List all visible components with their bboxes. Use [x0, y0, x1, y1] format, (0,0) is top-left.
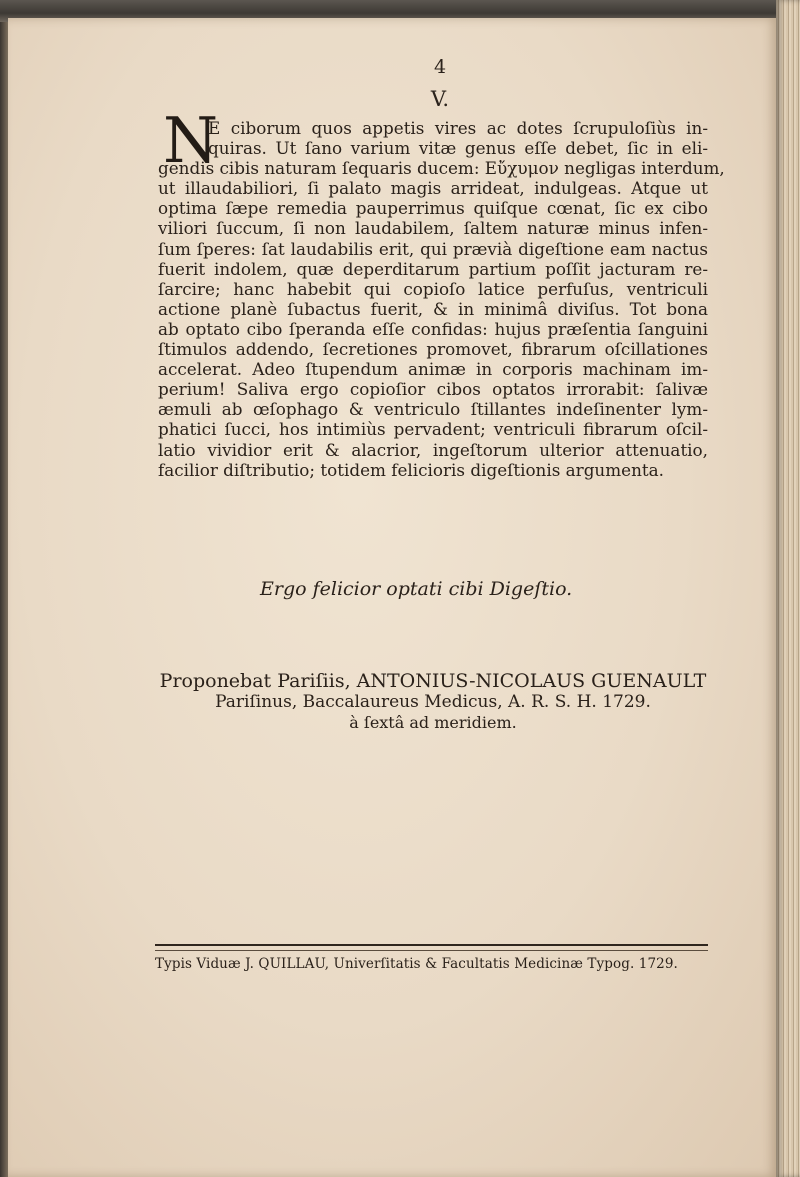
text-line: ut illaudabiliori, ſi palato magis arrideat, indulgeas. Atque ut — [158, 178, 708, 199]
conclusion-thesis: Ergo felicior optati cibi Digeſtio. — [260, 578, 573, 600]
footer-rule-thin — [155, 950, 708, 951]
text-line: ſtimulos addendo, ſecretiones promovet, fibrarum oſcillationes — [158, 339, 708, 360]
text-line: quiras. Ut ſano varium vitæ genus eſſe debet, ſic in eli- — [208, 138, 708, 159]
text-line: optima ſæpe remedia pauperrimus quiſque cœnat, ſic ex cibo — [158, 198, 708, 219]
section-number: V. — [430, 87, 450, 111]
text-line: ſum ſperes: ſat laudabilis erit, qui prævià digeſtione eam nactus — [158, 238, 708, 259]
footer-rule — [155, 944, 708, 946]
printer-footer: Typis Viduæ J. QUILLAU, Univerſitatis & Facultatis Medicinæ Typog. 1729. — [155, 956, 678, 972]
imprint-line-1: Proponebat Pariſiis, ANTONIUS-NICOLAUS GUENAULT — [159, 670, 707, 692]
text-line: gendis cibis naturam ſequaris ducem: Εὔχυμον negligas interdum, — [158, 158, 725, 179]
text-line: facilior diſtributio; totidem felicioris digeſtionis argumenta. — [158, 459, 664, 480]
text-line: latio vividior erit & alacrior, ingeſtorum ulterior attenuatio, — [158, 439, 708, 460]
text-line: viliori ſuccum, ſi non laudabilem, ſaltem naturæ minus infen- — [158, 218, 708, 239]
drop-cap: N — [163, 104, 219, 177]
text-line: perium! Saliva ergo copioſior cibos optatos irrorabit: ſalivæ — [158, 379, 708, 400]
text-line: æmuli ab œſophago & ventriculo ſtillantes indeſinenter lym- — [158, 399, 708, 420]
text-line: actione planè ſubactus fuerit, & in minimâ diviſus. Tot bona — [158, 298, 708, 319]
imprint-line-2: Pariſinus, Baccalaureus Medicus, A. R. S. H. 1729. — [215, 692, 651, 712]
text-line: E ciborum quos appetis vires ac dotes ſcrupuloſiùs in- — [208, 118, 708, 138]
text-line: ſarcire; hanc habebit qui copioſo latice perfuſus, ventriculi — [158, 278, 708, 299]
imprint-line-3: à ſextâ ad meridiem. — [349, 713, 517, 732]
text-line: ab optato cibo ſperanda eſſe confidas: hujus præſentia ſanguini — [158, 318, 708, 339]
text-line: phatici ſucci, hos intimiùs pervadent; ventriculi fibrarum oſcil- — [158, 419, 708, 440]
page-stack-edge — [776, 0, 800, 1177]
text-line: accelerat. Adeo ſtupendum animæ in corporis machinam im- — [158, 359, 708, 380]
imprint — [158, 670, 708, 733]
page-number: 4 — [433, 56, 447, 78]
text-line: fuerit indolem, quæ deperditarum partium poſſit jacturam re- — [158, 258, 708, 279]
body-text — [158, 118, 725, 480]
